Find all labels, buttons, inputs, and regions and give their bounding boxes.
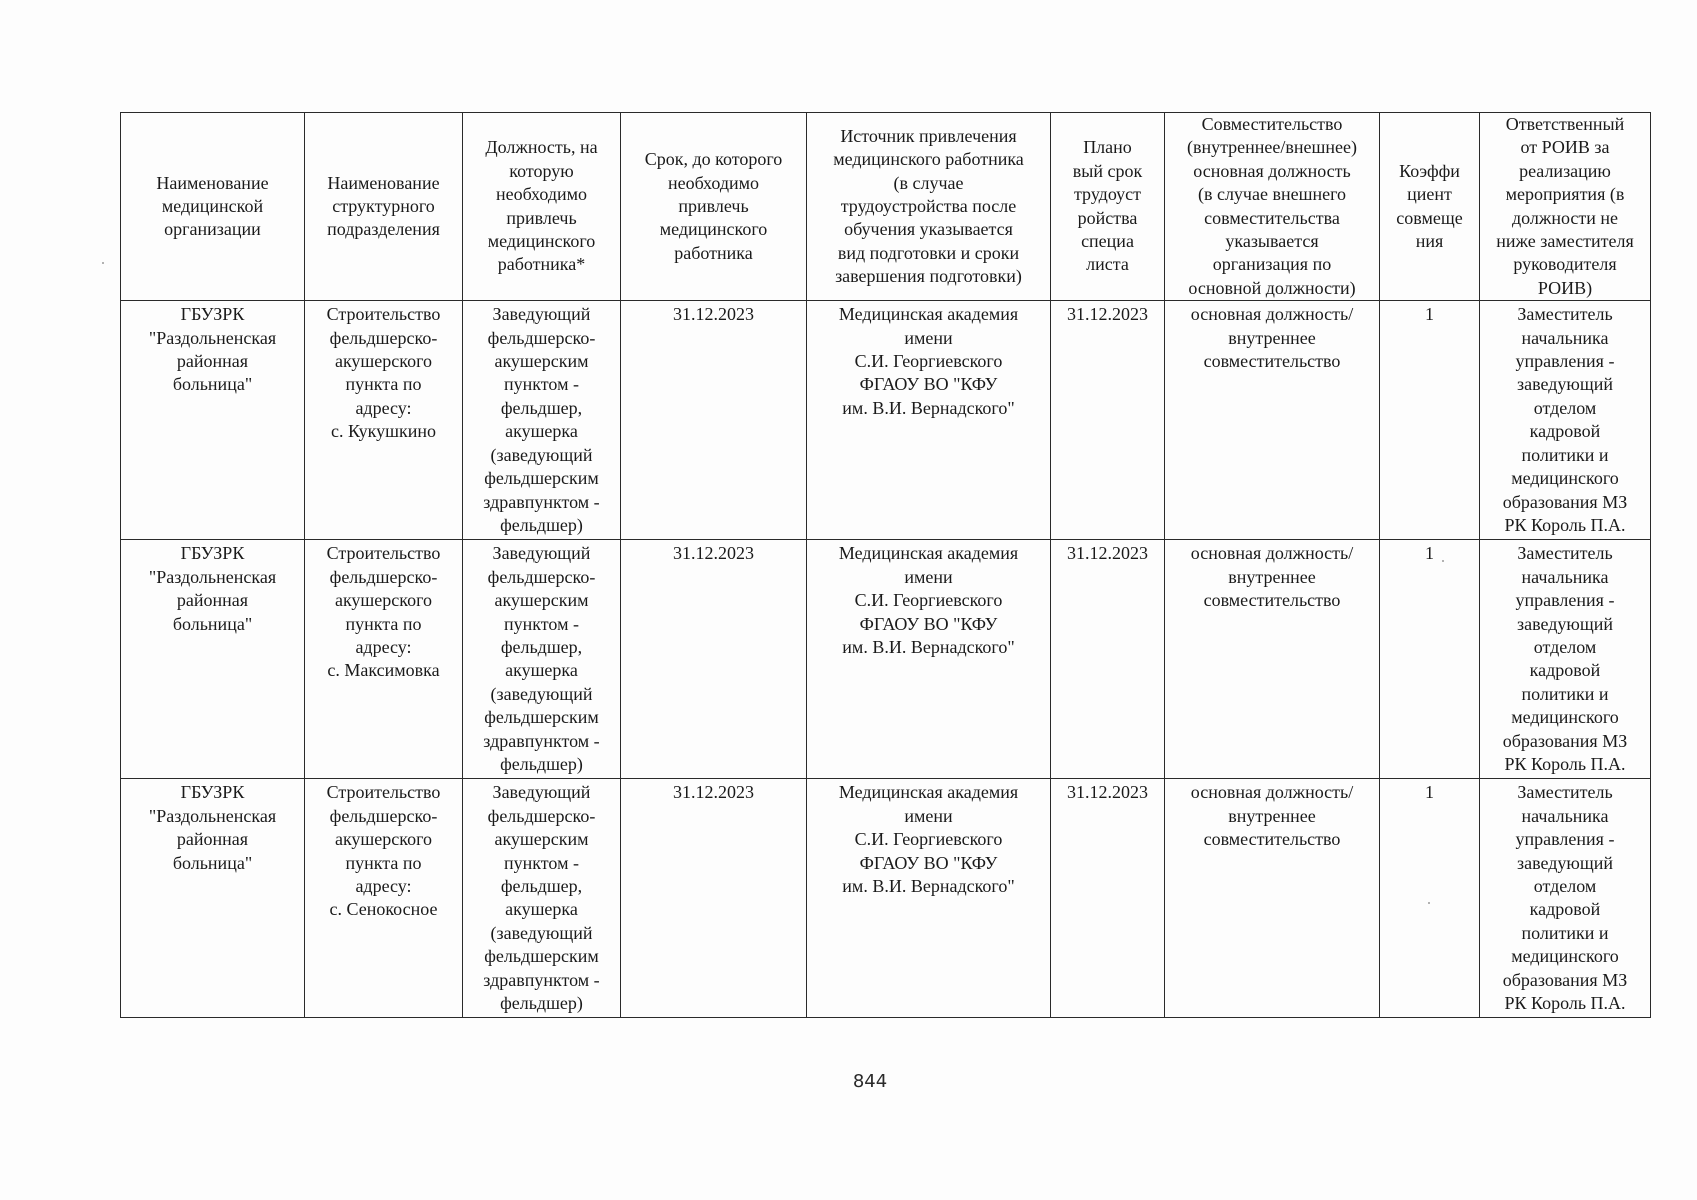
cell-responsible: Заместитель начальника управления - заведующий отделом кадровой политики и медицинского образования МЗ РК Король П.А.	[1480, 301, 1651, 540]
scan-speck	[1442, 560, 1444, 562]
cell-combination: основная должность/ внутреннее совместительство	[1165, 540, 1380, 779]
cell-subdivision: Строительство фельдшерско- акушерского пункта по адресу: с. Кукушкино	[305, 301, 463, 540]
header-position: Должность, на которую необходимо привлечь медицинского работника*	[463, 113, 621, 301]
cell-planned-date: 31.12.2023	[1051, 779, 1165, 1018]
cell-combination: основная должность/ внутреннее совместительство	[1165, 301, 1380, 540]
cell-deadline: 31.12.2023	[621, 301, 807, 540]
cell-coefficient: 1	[1380, 779, 1480, 1018]
cell-source: Медицинская академия имени С.И. Георгиевского ФГАОУ ВО "КФУ им. В.И. Вернадского"	[807, 301, 1051, 540]
cell-organization: ГБУЗРК "Раздольненская районная больница"	[121, 779, 305, 1018]
cell-deadline: 31.12.2023	[621, 540, 807, 779]
table-row	[121, 301, 1651, 540]
cell-planned-date: 31.12.2023	[1051, 540, 1165, 779]
header-responsible: Ответственный от РОИВ за реализацию мероприятия (в должности не ниже заместителя руководителя РОИВ)	[1480, 113, 1651, 301]
header-organization: Наименование медицинской организации	[121, 113, 305, 301]
cell-responsible: Заместитель начальника управления - заведующий отделом кадровой политики и медицинского образования МЗ РК Король П.А.	[1480, 779, 1651, 1018]
scan-speck	[1428, 902, 1430, 904]
cell-deadline: 31.12.2023	[621, 779, 807, 1018]
page-number: 844	[852, 1071, 888, 1092]
cell-planned-date: 31.12.2023	[1051, 301, 1165, 540]
header-source: Источник привлечения медицинского работника (в случае трудоустройства после обучения указывается вид подготовки и сроки завершения подготовки)	[807, 113, 1051, 301]
table-row	[121, 540, 1651, 779]
staffing-table	[120, 112, 1651, 1018]
table-header-row	[121, 113, 1651, 301]
cell-organization: ГБУЗРК "Раздольненская районная больница"	[121, 540, 305, 779]
cell-responsible: Заместитель начальника управления - заведующий отделом кадровой политики и медицинского образования МЗ РК Король П.А.	[1480, 540, 1651, 779]
cell-position: Заведующий фельдшерско- акушерским пунктом - фельдшер, акушерка (заведующий фельдшерским здравпунктом - фельдшер)	[463, 540, 621, 779]
header-combination: Совместительство (внутреннее/внешнее) основная должность (в случае внешнего совместительства указывается организация по основной должности)	[1165, 113, 1380, 301]
cell-combination: основная должность/ внутреннее совместительство	[1165, 779, 1380, 1018]
header-coefficient: Коэффи циент совмеще ния	[1380, 113, 1480, 301]
cell-coefficient: 1	[1380, 540, 1480, 779]
cell-subdivision: Строительство фельдшерско- акушерского пункта по адресу: с. Сенокосное	[305, 779, 463, 1018]
cell-position: Заведующий фельдшерско- акушерским пунктом - фельдшер, акушерка (заведующий фельдшерским здравпунктом - фельдшер)	[463, 779, 621, 1018]
table-row	[121, 779, 1651, 1018]
header-subdivision: Наименование структурного подразделения	[305, 113, 463, 301]
cell-source: Медицинская академия имени С.И. Георгиевского ФГАОУ ВО "КФУ им. В.И. Вернадского"	[807, 779, 1051, 1018]
header-deadline: Срок, до которого необходимо привлечь медицинского работника	[621, 113, 807, 301]
cell-position: Заведующий фельдшерско- акушерским пунктом - фельдшер, акушерка (заведующий фельдшерским здравпунктом - фельдшер)	[463, 301, 621, 540]
scan-speck	[102, 262, 104, 264]
cell-subdivision: Строительство фельдшерско- акушерского пункта по адресу: с. Максимовка	[305, 540, 463, 779]
cell-source: Медицинская академия имени С.И. Георгиевского ФГАОУ ВО "КФУ им. В.И. Вернадского"	[807, 540, 1051, 779]
cell-organization: ГБУЗРК "Раздольненская районная больница"	[121, 301, 305, 540]
header-planned-date: Плано вый срок трудоуст ройства специа листа	[1051, 113, 1165, 301]
cell-coefficient: 1	[1380, 301, 1480, 540]
